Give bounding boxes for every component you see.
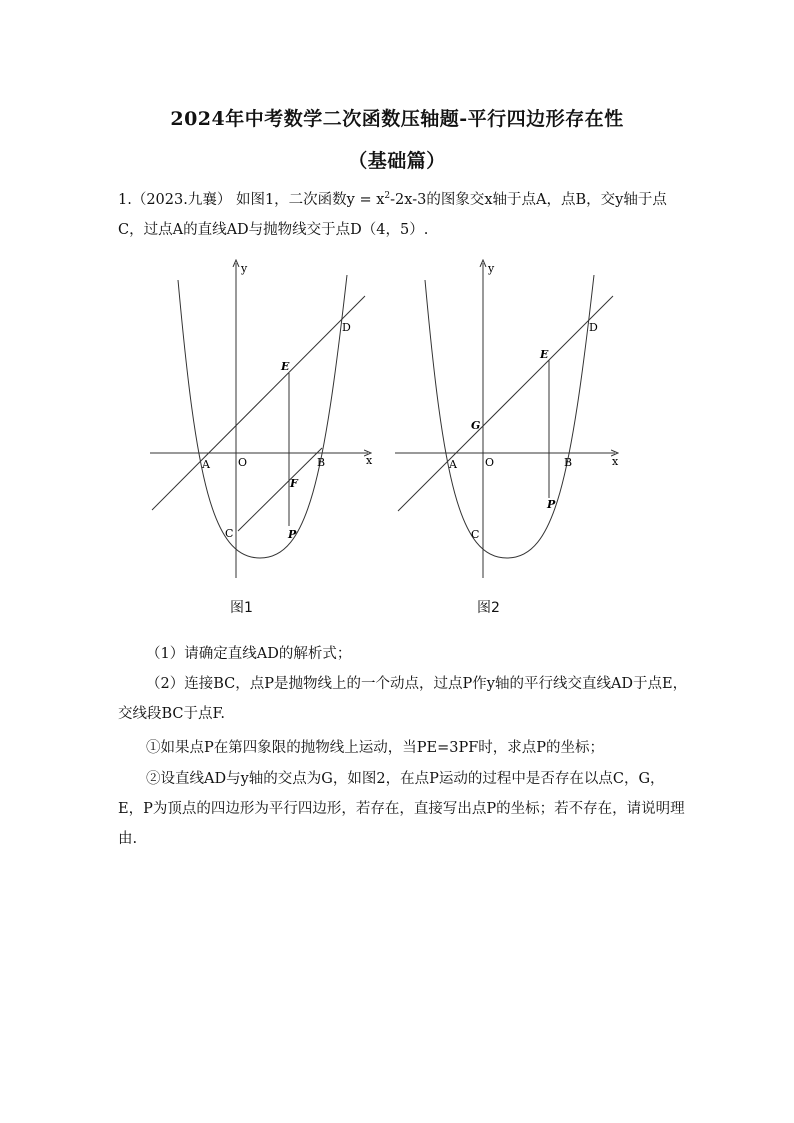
label-g: G [471, 419, 481, 432]
label-p: P [547, 498, 556, 511]
line-bc [238, 448, 322, 531]
question-1: （1）请确定直线AD的解析式； [146, 646, 352, 662]
figure-2 [393, 258, 623, 583]
figure-2-caption: 图2 [477, 600, 500, 616]
question-2: （2）连接BC，点P是抛物线上的一个动点，过点P作y轴的平行线交直线AD于点E，交线段BC于点F. [118, 676, 688, 722]
line-ad [152, 296, 365, 510]
figure-1-caption: 图1 [230, 600, 253, 616]
label-x: x [612, 455, 619, 468]
label-c: C [471, 528, 480, 541]
label-b: B [564, 456, 573, 469]
label-y: y [241, 262, 248, 275]
figure-1 [148, 258, 378, 583]
label-a: A [202, 458, 210, 471]
label-a: A [449, 458, 457, 471]
label-b: B [317, 456, 326, 469]
page-subtitle: （基础篇） [348, 150, 446, 172]
label-d: D [342, 321, 351, 334]
problem-intro: 1.（2023.九襄） 如图1，二次函数$y = x^2-2x-3$的图象交x轴于点A，点B，交y轴于点C，过点A的直线AD与抛物线交于点D（4，5）. [118, 191, 667, 238]
question-2-1: ①如果点P在第四象限的抛物线上运动，当PE=3PF时，求点P的坐标； [146, 740, 605, 756]
parabola-curve [178, 275, 347, 558]
label-e: E [281, 360, 290, 373]
label-o: O [238, 456, 248, 469]
label-x: x [366, 454, 373, 467]
label-e: E [540, 348, 549, 361]
label-p: P [288, 528, 297, 541]
label-d: D [589, 321, 598, 334]
label-c: C [225, 527, 234, 540]
page-title: 2024年中考数学二次函数压轴题-平行四边形存在性 [170, 108, 624, 130]
line-ad [398, 296, 613, 511]
label-o: O [485, 456, 495, 469]
question-2-2: ②设直线AD与y轴的交点为G，如图2，在点P运动的过程中是否存在以点C，G，E，P为顶点的四边形为平行四边形，若存在，直接写出点P的坐标；若不存在，请说明理由. [118, 771, 685, 847]
parabola-curve [425, 275, 594, 558]
label-f: F [290, 477, 298, 490]
label-y: y [488, 262, 495, 275]
